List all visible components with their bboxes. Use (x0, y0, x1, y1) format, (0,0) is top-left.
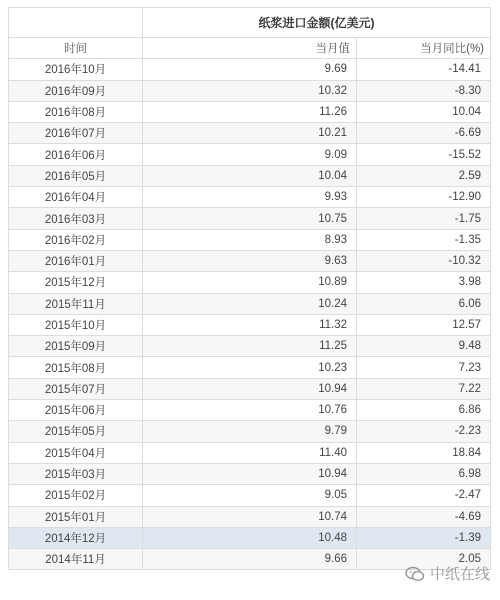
table-row[interactable] (9, 101, 491, 122)
cell-time: 2015年12月 (9, 272, 143, 293)
data-table (8, 7, 491, 570)
cell-time: 2015年03月 (9, 463, 143, 484)
cell-monthly-value: 9.05 (143, 485, 357, 506)
table-row[interactable] (9, 250, 491, 271)
table-row[interactable] (9, 378, 491, 399)
table-row[interactable] (9, 421, 491, 442)
table-row[interactable] (9, 506, 491, 527)
cell-time: 2016年10月 (9, 59, 143, 80)
cell-monthly-value: 10.94 (143, 463, 357, 484)
table-row[interactable] (9, 485, 491, 506)
cell-time: 2016年06月 (9, 144, 143, 165)
cell-time: 2016年08月 (9, 101, 143, 122)
header-time: 时间 (9, 38, 143, 59)
cell-yoy: 6.06 (357, 293, 491, 314)
cell-time: 2015年04月 (9, 442, 143, 463)
cell-yoy: 2.59 (357, 165, 491, 186)
cell-yoy: 12.57 (357, 314, 491, 335)
table-row[interactable] (9, 336, 491, 357)
cell-yoy: 2.05 (357, 549, 491, 570)
cell-time: 2014年11月 (9, 549, 143, 570)
cell-time: 2016年05月 (9, 165, 143, 186)
cell-time: 2016年09月 (9, 80, 143, 101)
cell-monthly-value: 11.32 (143, 314, 357, 335)
cell-time: 2015年01月 (9, 506, 143, 527)
cell-yoy: 6.98 (357, 463, 491, 484)
cell-yoy: -1.35 (357, 229, 491, 250)
cell-time: 2015年05月 (9, 421, 143, 442)
table-row[interactable] (9, 80, 491, 101)
cell-monthly-value: 10.89 (143, 272, 357, 293)
table-row[interactable] (9, 527, 491, 548)
cell-time: 2016年03月 (9, 208, 143, 229)
cell-yoy: 6.86 (357, 400, 491, 421)
cell-time: 2016年01月 (9, 250, 143, 271)
wechat-icon (405, 566, 425, 582)
cell-monthly-value: 9.66 (143, 549, 357, 570)
cell-yoy: -12.90 (357, 187, 491, 208)
cell-monthly-value: 10.24 (143, 293, 357, 314)
cell-yoy: -14.41 (357, 59, 491, 80)
cell-monthly-value: 10.75 (143, 208, 357, 229)
cell-monthly-value: 10.74 (143, 506, 357, 527)
cell-monthly-value: 11.40 (143, 442, 357, 463)
cell-yoy: 7.22 (357, 378, 491, 399)
table-row[interactable] (9, 165, 491, 186)
cell-time: 2015年11月 (9, 293, 143, 314)
cell-yoy: -15.52 (357, 144, 491, 165)
cell-time: 2015年09月 (9, 336, 143, 357)
cell-yoy: 10.04 (357, 101, 491, 122)
cell-yoy: 7.23 (357, 357, 491, 378)
table-row[interactable] (9, 357, 491, 378)
cell-monthly-value: 9.69 (143, 59, 357, 80)
title-spacer (9, 8, 143, 38)
table-row[interactable] (9, 400, 491, 421)
cell-monthly-value: 11.26 (143, 101, 357, 122)
cell-time: 2016年04月 (9, 187, 143, 208)
cell-yoy: -6.69 (357, 123, 491, 144)
cell-yoy: 3.98 (357, 272, 491, 293)
cell-yoy: -8.30 (357, 80, 491, 101)
cell-time: 2015年06月 (9, 400, 143, 421)
cell-yoy: 18.84 (357, 442, 491, 463)
cell-time: 2015年07月 (9, 378, 143, 399)
table-row[interactable] (9, 144, 491, 165)
cell-time: 2016年07月 (9, 123, 143, 144)
cell-time: 2015年02月 (9, 485, 143, 506)
cell-monthly-value: 10.21 (143, 123, 357, 144)
cell-monthly-value: 10.32 (143, 80, 357, 101)
cell-yoy: -2.47 (357, 485, 491, 506)
watermark-text: 中纸在线 (429, 566, 490, 583)
table-row[interactable] (9, 293, 491, 314)
table-row[interactable] (9, 272, 491, 293)
cell-yoy: -2.23 (357, 421, 491, 442)
table-row[interactable] (9, 442, 491, 463)
table-row[interactable] (9, 208, 491, 229)
table-row[interactable] (9, 123, 491, 144)
cell-yoy: -1.75 (357, 208, 491, 229)
cell-monthly-value: 10.48 (143, 527, 357, 548)
table-header-row (9, 38, 491, 59)
cell-monthly-value: 10.76 (143, 400, 357, 421)
cell-yoy: -1.39 (357, 527, 491, 548)
cell-monthly-value: 9.93 (143, 187, 357, 208)
cell-time: 2014年12月 (9, 527, 143, 548)
cell-monthly-value: 9.79 (143, 421, 357, 442)
watermark (405, 563, 490, 584)
cell-monthly-value: 9.09 (143, 144, 357, 165)
header-monthly-value: 当月值 (143, 38, 357, 59)
cell-monthly-value: 11.25 (143, 336, 357, 357)
cell-time: 2015年08月 (9, 357, 143, 378)
cell-monthly-value: 8.93 (143, 229, 357, 250)
cell-monthly-value: 10.94 (143, 378, 357, 399)
header-yoy: 当月同比(%) (357, 38, 491, 59)
table-title: 纸浆进口金额(亿美元) (143, 8, 491, 38)
table-row[interactable] (9, 314, 491, 335)
cell-yoy: -4.69 (357, 506, 491, 527)
table-row[interactable] (9, 229, 491, 250)
cell-time: 2015年10月 (9, 314, 143, 335)
cell-yoy: -10.32 (357, 250, 491, 271)
cell-time: 2016年02月 (9, 229, 143, 250)
table-row[interactable] (9, 187, 491, 208)
cell-monthly-value: 9.63 (143, 250, 357, 271)
cell-yoy: 9.48 (357, 336, 491, 357)
table-row[interactable] (9, 59, 491, 80)
table-row[interactable] (9, 463, 491, 484)
table-title-row (9, 8, 491, 38)
cell-monthly-value: 10.23 (143, 357, 357, 378)
cell-monthly-value: 10.04 (143, 165, 357, 186)
